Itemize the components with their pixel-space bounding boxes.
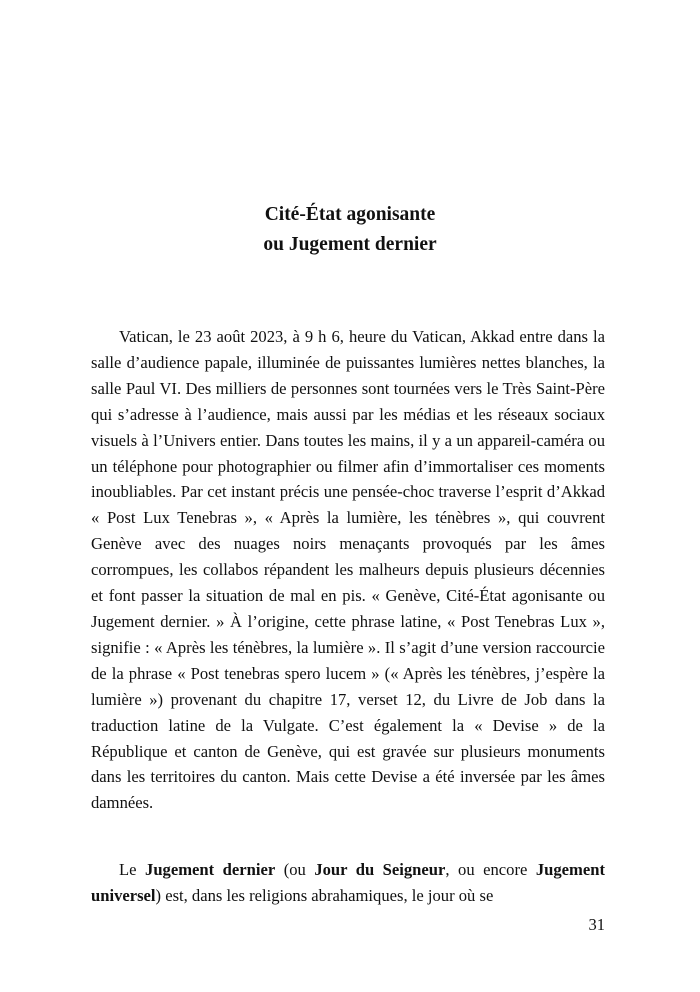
paragraph-2-text-1: Le	[119, 860, 146, 879]
term-jour-du-seigneur: Jour du Seigneur	[314, 860, 446, 879]
body-paragraph-1	[91, 324, 605, 816]
body-paragraph-2	[91, 857, 605, 909]
term-jugement-dernier: Jugement dernier	[145, 860, 276, 879]
chapter-title-line-2: ou Jugement dernier	[263, 234, 437, 255]
term-jugement-universel: Jugement universel	[91, 860, 605, 905]
chapter-title	[90, 200, 610, 260]
paragraph-2-text-4: ) est, dans les religions abrahamiques, le jour où se	[155, 885, 494, 905]
paragraph-1-text: Vatican, le 23 août 2023, à 9 h 6, heure du Vatican, Akkad entre dans la salle d’audience papale, illuminée de puissantes lumières nettes blanches, la salle Paul VI. Des milliers de personnes sont tournées vers le Très Saint-Père qui s’adresse à l’audience, mais aussi par les médias et les réseaux sociaux visuels à l’Univers entier. Dans toutes les mains, il y a un appareil-caméra ou un téléphone pour photographier ou filmer afin d’immortaliser ces moments inoubliables. Par cet instant précis une pensée-choc traverse l’esprit d’Akkad « Post Lux Tenebras », « Après la lumière, les ténèbres », qui couvrent Genève avec des nuages noirs menaçants provoqués par les âmes corrompues, les collabos répandent les malheurs depuis plusieurs décennies et font passer la situation de mal en pis. « Genève, Cité-État agonisante ou Jugement dernier. » À l’origine, cette phrase latine, « Post Tenebras Lux », signifie : « Après les ténèbres, la lumière ». Il s’agit d’une version raccourcie de la phrase « Post tenebras spero lucem » (« Après les ténèbres, j’espère la lumière ») provenant du chapitre 17, verset 12, du Livre de Job dans la traduction latine de la Vulgate. C’est également la « Devise » de la République et canton de Genève, qui est gravée sur plusieurs monuments dans les territoires du canton. Mais cette Devise a été inversée par les âmes damnées.	[91, 327, 605, 813]
paragraph-2-text-3: , ou encore	[445, 860, 536, 879]
paragraph-2-text-2: (ou	[275, 860, 315, 879]
page-number: 31	[588, 915, 605, 934]
chapter-title-line-1: Cité-État agonisante	[264, 204, 436, 225]
paragraph-2-text	[91, 857, 605, 909]
